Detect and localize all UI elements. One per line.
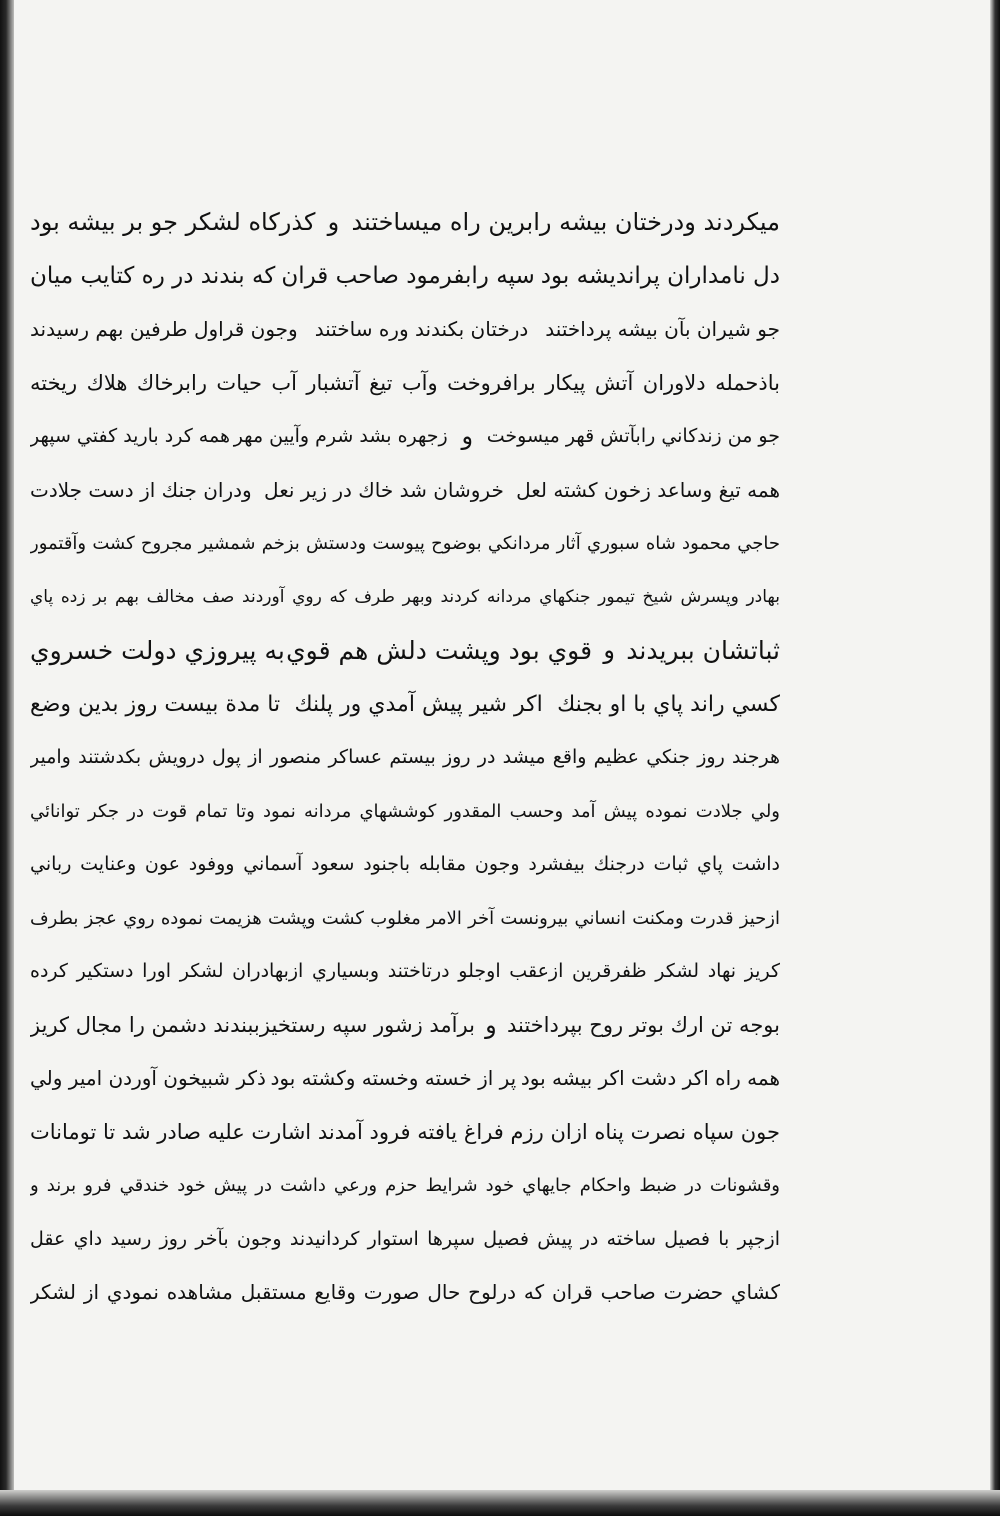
manuscript-line bbox=[30, 303, 780, 357]
manuscript-text-block bbox=[30, 196, 780, 1320]
line-text: حاجي محمود شاه سبوري آثار مردانكي بوضوح پيوست ودستش بزخم شمشير مجروح كشت وآقتمور bbox=[30, 533, 780, 554]
line-segment: ودران جنك از دست جلادت bbox=[30, 477, 252, 502]
line-segment: سپه رابفرمود صاحب قران bbox=[281, 262, 535, 289]
page-edge-right bbox=[990, 0, 1000, 1516]
manuscript-line bbox=[30, 838, 780, 892]
manuscript-line bbox=[30, 357, 780, 411]
manuscript-line bbox=[30, 1106, 780, 1160]
line-segment: وجون قراول طرفين بهم رسيدند bbox=[30, 317, 298, 341]
manuscript-line bbox=[30, 1213, 780, 1267]
line-segment: دل نامداران پراندیشه بود bbox=[540, 262, 780, 289]
verse-marker: و bbox=[485, 1010, 497, 1039]
line-segment: ميكردند ودرختان بيشه رابرين راه ميساختند bbox=[351, 208, 780, 236]
line-text: ولي جلادت نموده پيش آمد وحسب المقدور كوششهاي مردانه نمود وتا تمام قوت در جكر توانائي bbox=[30, 800, 780, 822]
line-segment: تا مدة بيست روز بدين وضع bbox=[30, 691, 281, 717]
line-text: باذحمله دلاوران آتش پيكار برافروخت وآب تيغ آتشبار آب حيات رابرخاك هلاك ريخته bbox=[30, 370, 780, 395]
line-segment: برآمد زشور سپه رستخيز bbox=[259, 1012, 475, 1037]
line-text: هرجند روز جنكي عظيم واقع ميشد در روز بيستم عساكر منصور از پول درويش بكدشتند وامير bbox=[30, 746, 780, 768]
manuscript-line bbox=[30, 571, 780, 625]
line-segment: ببندند دشمن را مجال كريز bbox=[30, 1012, 260, 1037]
manuscript-line bbox=[30, 1052, 780, 1106]
line-text: وقشونات در ضبط واحكام جايهاي خود شرايط حزم ورعي داشت در پيش خود خندقي فرو برند و bbox=[30, 1175, 780, 1196]
line-segment: درختان بكندند وره ساختند bbox=[314, 317, 529, 341]
line-segment: همه تيغ وساعد زخون كشته لعل bbox=[516, 477, 780, 502]
line-segment: جو من زندكاني رابآتش قهر ميسوخت bbox=[486, 425, 780, 447]
manuscript-line bbox=[30, 1266, 780, 1320]
page-edge-bottom bbox=[0, 1490, 1000, 1516]
manuscript-line bbox=[30, 892, 780, 946]
line-segment: جو شيران بآن بيشه پرداختند bbox=[545, 317, 780, 341]
line-segment: به پيروزي دولت خسروي bbox=[30, 636, 285, 665]
line-segment: كسي راند پاي با او بجنك bbox=[557, 691, 780, 717]
manuscript-line bbox=[30, 945, 780, 999]
line-text: كريز نهاد لشكر ظفرقرين ازعقب اوجلو درتاختند وبسياري ازبهادران لشكر اورا دستكير كرده bbox=[30, 960, 780, 982]
manuscript-line bbox=[30, 410, 780, 464]
manuscript-line bbox=[30, 464, 780, 518]
line-segment: اكر شير پيش آمدي ور پلنك bbox=[294, 691, 543, 717]
line-text: ازجپر با فصيل ساخته در پيش فصيل سپرها استوار كردانيدند وجون بآخر روز رسيد داي عقل bbox=[30, 1227, 780, 1250]
line-segment: ثباتشان ببريدند bbox=[626, 636, 780, 665]
verse-marker: و bbox=[461, 422, 474, 450]
manuscript-line bbox=[30, 785, 780, 839]
verse-marker: و bbox=[327, 208, 340, 236]
manuscript-line bbox=[30, 624, 780, 678]
line-segment: قوي بود وپشت دلش هم قوي bbox=[286, 636, 593, 665]
manuscript-line bbox=[30, 999, 780, 1053]
line-segment: همه كرد باريد كفتي سپهر bbox=[30, 425, 230, 447]
line-text: جون سپاه نصرت پناه ازان رزم فراغ يافته فرود آمدند اشارت عليه صادر شد تا تومانات bbox=[30, 1119, 780, 1144]
page-edge-left bbox=[0, 0, 14, 1516]
manuscript-line bbox=[30, 196, 780, 250]
line-segment: كه بندند در ره كتايب ميان bbox=[30, 262, 276, 289]
line-segment: خروشان شد خاك در زير نعل bbox=[264, 477, 504, 502]
line-segment: همه راه اكر دشت اكر بيشه بود bbox=[520, 1066, 780, 1090]
manuscript-line bbox=[30, 517, 780, 571]
line-text: بهادر وپسرش شيخ تيمور جنكهاي مردانه كردند وبهر طرف كه روي آوردند صف مخالف بهم بر زده پاي bbox=[30, 586, 780, 607]
manuscript-line bbox=[30, 250, 780, 304]
line-segment: بوجه تن ارك بوتر روح بپرداختند bbox=[506, 1012, 780, 1037]
line-text: ازحيز قدرت ومكنت انساني بيرونست آخر الامر مغلوب كشت وپشت هزيمت نموده روي عجز بطرف bbox=[30, 907, 780, 929]
manuscript-line bbox=[30, 1159, 780, 1213]
manuscript-line bbox=[30, 731, 780, 785]
line-segment: پر از خسته وخسته وكشته بود bbox=[270, 1066, 517, 1090]
line-text: داشت پاي ثبات درجنك بيفشرد وجون مقابله باجنود سعود آسماني ووفود عون وعنايت رباني bbox=[30, 853, 780, 875]
manuscript-line bbox=[30, 678, 780, 732]
line-segment: زجهره بشد شرم وآيين مهر bbox=[233, 425, 448, 447]
line-segment: كذركاه لشكر جو بر بيشه بود bbox=[30, 208, 316, 236]
line-segment: ذكر شبيخون آوردن امير ولي bbox=[30, 1066, 266, 1090]
verse-marker: و bbox=[603, 636, 615, 664]
line-text: كشاي حضرت صاحب قران كه درلوح حال صورت وقايع مستقبل مشاهده نمودي از لشكر bbox=[30, 1280, 780, 1304]
